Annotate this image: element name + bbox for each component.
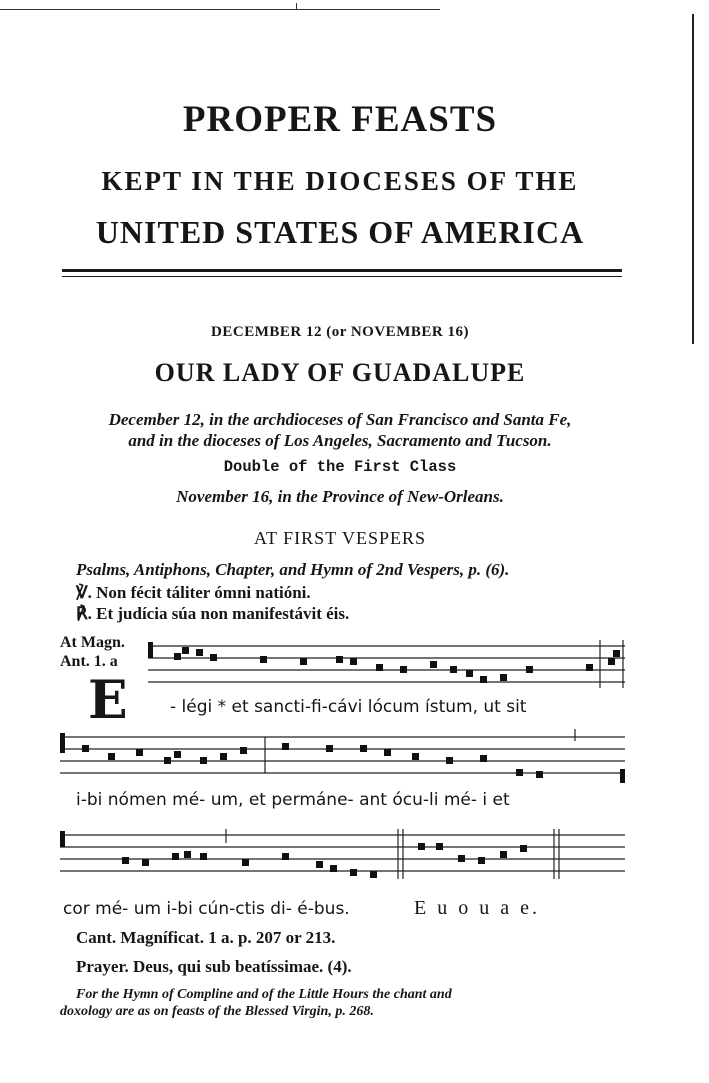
euouae: E u o u a e. [414, 897, 540, 919]
psalms-line: Psalms, Antiphons, Chapter, and Hymn of 2nd Vespers, p. (6). [76, 560, 510, 579]
vespers-heading: AT FIRST VESPERS [253, 528, 427, 548]
footnote-line-1: For the Hymn of Compline and of the Little Hours the chant and [76, 987, 452, 1002]
antiphon-label-line-1: At Magn. [60, 634, 125, 651]
feast-name: OUR LADY OF GUADALUPE [154, 358, 526, 387]
footnote-line-2: doxology are as on feasts of the Blessed Virgin, p. 268. [60, 1004, 374, 1019]
top-notch [296, 3, 297, 9]
page-edge [692, 14, 694, 344]
top-rule [0, 9, 440, 10]
feast-note-1: December 12, in the archdioceses of San Francisco and Santa Fe, [108, 410, 572, 429]
chant-lyrics-3: cor mé- um i-bi cún-ctis di- é-bus. [63, 899, 350, 919]
canticle-line: Cant. Magníficat. 1 a. p. 207 or 213. [76, 928, 336, 947]
drop-cap: E [88, 670, 128, 731]
feast-note-3: November 16, in the Province of New-Orleans. [176, 487, 504, 506]
title-rule-thin [62, 276, 622, 277]
page-title: PROPER FEASTS [182, 99, 498, 140]
chant-staff-1 [60, 636, 625, 692]
feast-rank: Double of the First Class [223, 458, 457, 476]
footnote [60, 986, 630, 1020]
antiphon-label-line-2: Ant. 1. a [60, 653, 118, 670]
chant-lyrics-2: i-bi nómen mé- um, et permáne- ant ócu-li mé- i et [76, 790, 510, 810]
chant-staff-3 [60, 825, 625, 885]
page-subtitle-1: KEPT IN THE DIOCESES OF THE [101, 166, 579, 196]
title-rule-thick [62, 269, 622, 272]
feast-note-2: and in the dioceses of Los Angeles, Sacramento and Tucson. [128, 431, 552, 450]
response: ℟. Et judícia súa non manifestávit éis. [76, 604, 350, 623]
prayer-line: Prayer. Deus, qui sub beatíssimae. (4). [76, 957, 352, 976]
page-subtitle-2: UNITED STATES OF AMERICA [95, 214, 585, 250]
chant-lyrics-1: - légi * et sancti-fi-cávi lócum ístum, ut sit [170, 697, 527, 717]
feast-date: DECEMBER 12 (or NOVEMBER 16) [211, 324, 469, 340]
versicle: ℣. Non fécit táliter ómni natióni. [76, 583, 311, 602]
chant-staff-2 [60, 727, 625, 787]
